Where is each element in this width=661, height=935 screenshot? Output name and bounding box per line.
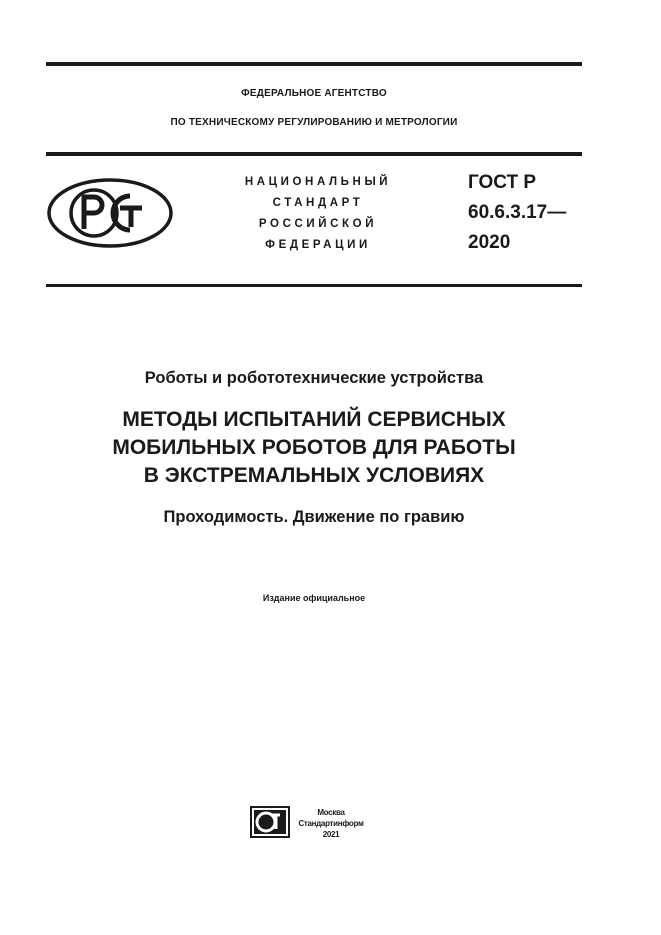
agency-line-2: ПО ТЕХНИЧЕСКОМУ РЕГУЛИРОВАНИЮ И МЕТРОЛОГИИ bbox=[170, 117, 458, 128]
document-title-line-1: МЕТОДЫ ИСПЫТАНИЙ СЕРВИСНЫХ bbox=[122, 408, 506, 431]
national-standard-line-2: СТАНДАРТ bbox=[272, 197, 364, 209]
document-title bbox=[46, 406, 582, 490]
document-title-line-2: МОБИЛЬНЫХ РОБОТОВ ДЛЯ РАБОТЫ bbox=[112, 436, 516, 459]
standard-number-line-1: ГОСТ Р bbox=[468, 172, 537, 193]
gost-r-logo-icon bbox=[46, 177, 174, 249]
standard-number-line-2: 60.6.3.17— bbox=[468, 202, 567, 223]
edition-note: Издание официальное bbox=[262, 593, 366, 603]
national-standard-line-1: НАЦИОНАЛЬНЫЙ bbox=[244, 176, 392, 188]
document-title-line-3: В ЭКСТРЕМАЛЬНЫХ УСЛОВИЯХ bbox=[143, 464, 485, 487]
standard-number bbox=[468, 168, 588, 258]
top-rule bbox=[46, 62, 582, 66]
national-standard-line-3: РОССИЙСКОЙ bbox=[258, 218, 378, 230]
national-standard-text bbox=[218, 172, 418, 256]
standard-block-top-rule bbox=[46, 152, 582, 156]
publisher-info bbox=[296, 807, 366, 840]
standartinform-logo-icon bbox=[250, 806, 290, 838]
document-subtitle: Проходимость. Движение по гравию bbox=[163, 508, 465, 526]
publisher-year: 2021 bbox=[322, 830, 340, 839]
publisher-city: Москва bbox=[317, 808, 345, 817]
standard-block-bottom-rule bbox=[46, 284, 582, 287]
agency-line-1: ФЕДЕРАЛЬНОЕ АГЕНТСТВО bbox=[241, 88, 387, 99]
standard-number-line-3: 2020 bbox=[468, 232, 511, 253]
national-standard-line-4: ФЕДЕРАЦИИ bbox=[265, 239, 371, 251]
publisher-name: Стандартинформ bbox=[298, 819, 364, 828]
document-subject: Роботы и робототехнические устройства bbox=[144, 369, 484, 387]
